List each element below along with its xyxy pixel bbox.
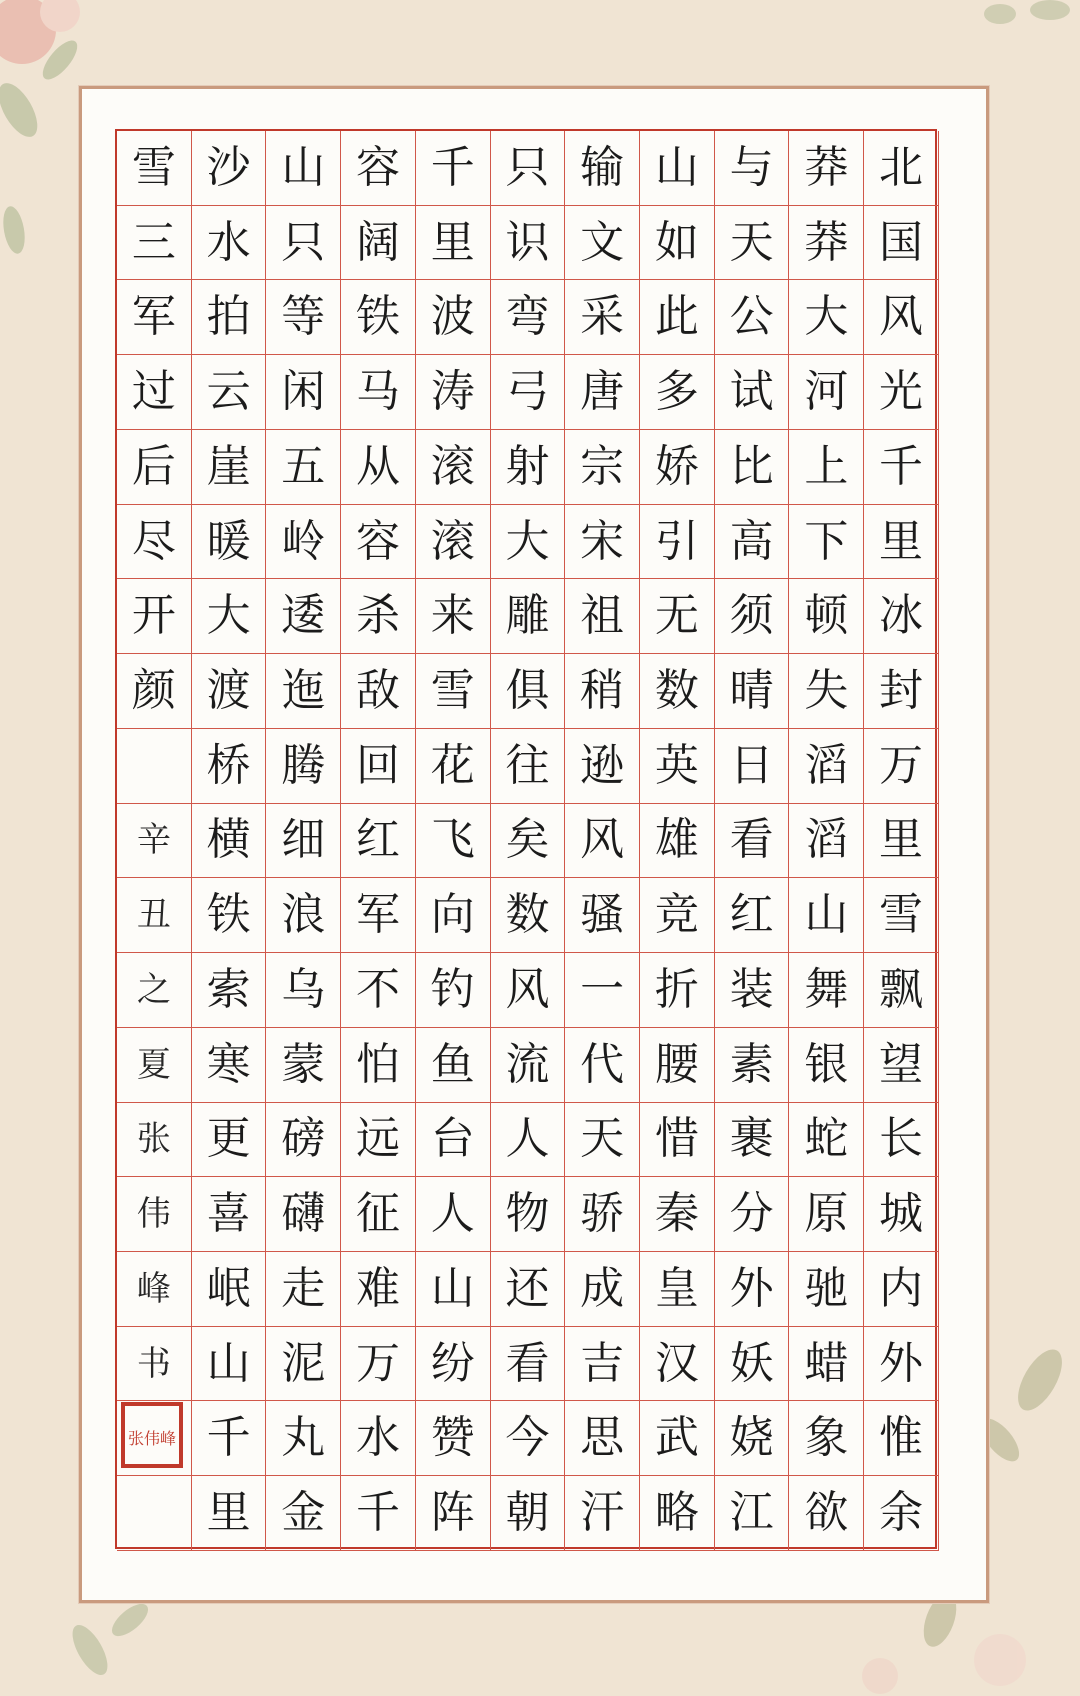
poem-character: 风	[491, 953, 566, 1028]
poem-character: 折	[640, 953, 715, 1028]
poem-character: 杀	[341, 579, 416, 654]
poem-character: 人	[416, 1177, 491, 1252]
poem-character: 雪	[864, 878, 939, 953]
poem-character: 莽	[789, 131, 864, 206]
poem-character: 弓	[491, 355, 566, 430]
poem-character: 万	[341, 1327, 416, 1402]
poem-character: 竞	[640, 878, 715, 953]
poem-character: 公	[715, 280, 790, 355]
poem-character: 莽	[789, 206, 864, 281]
poem-character: 晴	[715, 654, 790, 729]
poem-character: 山	[640, 131, 715, 206]
poem-character: 长	[864, 1103, 939, 1178]
poem-character: 雪	[416, 654, 491, 729]
poem-character: 矣	[491, 804, 566, 879]
poem-character: 蒙	[266, 1028, 341, 1103]
poem-character: 往	[491, 729, 566, 804]
poem-character: 滔	[789, 729, 864, 804]
poem-character: 素	[715, 1028, 790, 1103]
poem-character: 只	[266, 206, 341, 281]
poem-character: 岷	[192, 1252, 267, 1327]
poem-character: 驰	[789, 1252, 864, 1327]
poem-character: 滔	[789, 804, 864, 879]
poem-character: 北	[864, 131, 939, 206]
poem-character: 水	[341, 1401, 416, 1476]
poem-character: 后	[117, 430, 192, 505]
poem-character: 射	[491, 430, 566, 505]
poem-character: 宋	[565, 505, 640, 580]
poem-character: 惜	[640, 1103, 715, 1178]
poem-character: 喜	[192, 1177, 267, 1252]
poem-character: 征	[341, 1177, 416, 1252]
poem-character: 外	[864, 1327, 939, 1402]
poem-character: 无	[640, 579, 715, 654]
poem-character: 阵	[416, 1476, 491, 1551]
poem-character: 容	[341, 505, 416, 580]
poem-character: 怕	[341, 1028, 416, 1103]
poem-character: 铁	[341, 280, 416, 355]
poem-character: 千	[864, 430, 939, 505]
poem-character: 采	[565, 280, 640, 355]
poem-character: 银	[789, 1028, 864, 1103]
signature-character: 丑	[117, 878, 192, 953]
poem-character: 内	[864, 1252, 939, 1327]
poem-character: 难	[341, 1252, 416, 1327]
poem-character: 赞	[416, 1401, 491, 1476]
poem-character: 裹	[715, 1103, 790, 1178]
poem-character: 逊	[565, 729, 640, 804]
poem-character: 引	[640, 505, 715, 580]
poem-character: 云	[192, 355, 267, 430]
poem-character: 雪	[117, 131, 192, 206]
poem-character: 礴	[266, 1177, 341, 1252]
poem-character: 千	[341, 1476, 416, 1551]
poem-character: 汉	[640, 1327, 715, 1402]
poem-character: 一	[565, 953, 640, 1028]
poem-character: 山	[266, 131, 341, 206]
poem-character: 横	[192, 804, 267, 879]
poem-character: 只	[491, 131, 566, 206]
poem-character: 红	[715, 878, 790, 953]
poem-character: 山	[192, 1327, 267, 1402]
poem-character: 封	[864, 654, 939, 729]
poem-character: 城	[864, 1177, 939, 1252]
poem-character: 里	[864, 505, 939, 580]
poem-character: 过	[117, 355, 192, 430]
poem-character: 千	[192, 1401, 267, 1476]
poem-character: 台	[416, 1103, 491, 1178]
poem-character: 雄	[640, 804, 715, 879]
poem-character: 里	[864, 804, 939, 879]
poem-character: 索	[192, 953, 267, 1028]
poem-character: 马	[341, 355, 416, 430]
poem-character: 迤	[266, 654, 341, 729]
poem-character: 数	[640, 654, 715, 729]
poem-character: 武	[640, 1401, 715, 1476]
poem-character: 思	[565, 1401, 640, 1476]
poem-character: 弯	[491, 280, 566, 355]
poem-character: 此	[640, 280, 715, 355]
signature-character: 峰	[117, 1252, 192, 1327]
signature-character: 之	[117, 953, 192, 1028]
poem-character: 腾	[266, 729, 341, 804]
poem-character: 蛇	[789, 1103, 864, 1178]
poem-character: 大	[789, 280, 864, 355]
poem-character: 秦	[640, 1177, 715, 1252]
poem-character: 祖	[565, 579, 640, 654]
poem-character: 吉	[565, 1327, 640, 1402]
poem-character: 渡	[192, 654, 267, 729]
poem-character: 雕	[491, 579, 566, 654]
poem-character: 暖	[192, 505, 267, 580]
poem-character: 分	[715, 1177, 790, 1252]
poem-character: 蜡	[789, 1327, 864, 1402]
poem-character: 纷	[416, 1327, 491, 1402]
poem-character: 看	[491, 1327, 566, 1402]
poem-character: 娇	[640, 430, 715, 505]
poem-character: 等	[266, 280, 341, 355]
poem-character: 来	[416, 579, 491, 654]
poem-character: 大	[491, 505, 566, 580]
signature-character: 伟	[117, 1177, 192, 1252]
poem-character: 远	[341, 1103, 416, 1178]
poem-character: 山	[416, 1252, 491, 1327]
poem-character: 泥	[266, 1327, 341, 1402]
poem-character: 稍	[565, 654, 640, 729]
poem-character: 军	[341, 878, 416, 953]
poem-character: 里	[416, 206, 491, 281]
poem-character: 还	[491, 1252, 566, 1327]
poem-character: 略	[640, 1476, 715, 1551]
poem-character: 天	[565, 1103, 640, 1178]
poem-character: 丸	[266, 1401, 341, 1476]
poem-character: 光	[864, 355, 939, 430]
signature-character: 书	[117, 1327, 192, 1402]
poem-character: 娆	[715, 1401, 790, 1476]
poem-character: 妖	[715, 1327, 790, 1402]
poem-character: 桥	[192, 729, 267, 804]
poem-character: 汗	[565, 1476, 640, 1551]
poem-character: 山	[789, 878, 864, 953]
poem-character: 千	[416, 131, 491, 206]
poem-character: 逶	[266, 579, 341, 654]
poem-character: 外	[715, 1252, 790, 1327]
poem-character: 沙	[192, 131, 267, 206]
poem-character: 滚	[416, 430, 491, 505]
poem-character: 日	[715, 729, 790, 804]
poem-character: 钓	[416, 953, 491, 1028]
empty-cell	[117, 1476, 192, 1551]
poem-character: 舞	[789, 953, 864, 1028]
poem-character: 输	[565, 131, 640, 206]
signature-character: 张	[117, 1103, 192, 1178]
poem-character: 俱	[491, 654, 566, 729]
poem-character: 上	[789, 430, 864, 505]
poem-character: 国	[864, 206, 939, 281]
poem-character: 乌	[266, 953, 341, 1028]
poem-character: 骚	[565, 878, 640, 953]
poem-character: 天	[715, 206, 790, 281]
poem-character: 人	[491, 1103, 566, 1178]
poem-character: 崖	[192, 430, 267, 505]
poem-character: 拍	[192, 280, 267, 355]
poem-character: 如	[640, 206, 715, 281]
poem-character: 走	[266, 1252, 341, 1327]
poem-character: 回	[341, 729, 416, 804]
poem-character: 鱼	[416, 1028, 491, 1103]
poem-character: 多	[640, 355, 715, 430]
poem-character: 看	[715, 804, 790, 879]
poem-character: 浪	[266, 878, 341, 953]
poem-character: 细	[266, 804, 341, 879]
poem-character: 寒	[192, 1028, 267, 1103]
seal-text: 张伟峰	[127, 1429, 177, 1448]
poem-character: 下	[789, 505, 864, 580]
poem-character: 开	[117, 579, 192, 654]
poem-character: 欲	[789, 1476, 864, 1551]
poem-character: 不	[341, 953, 416, 1028]
poem-character: 宗	[565, 430, 640, 505]
poem-character: 水	[192, 206, 267, 281]
poem-character: 飞	[416, 804, 491, 879]
poem-character: 容	[341, 131, 416, 206]
poem-character: 颜	[117, 654, 192, 729]
poem-character: 滚	[416, 505, 491, 580]
poem-character: 磅	[266, 1103, 341, 1178]
poem-character: 识	[491, 206, 566, 281]
poem-character: 朝	[491, 1476, 566, 1551]
poem-character: 更	[192, 1103, 267, 1178]
poem-character: 唐	[565, 355, 640, 430]
poem-character: 英	[640, 729, 715, 804]
poem-character: 大	[192, 579, 267, 654]
poem-character: 代	[565, 1028, 640, 1103]
signature-character: 辛	[117, 804, 192, 879]
poem-character: 岭	[266, 505, 341, 580]
poem-character: 飘	[864, 953, 939, 1028]
poem-character: 文	[565, 206, 640, 281]
red-seal-stamp	[121, 1402, 183, 1468]
poem-character: 军	[117, 280, 192, 355]
poem-character: 失	[789, 654, 864, 729]
poem-character: 金	[266, 1476, 341, 1551]
poem-character: 象	[789, 1401, 864, 1476]
poem-character: 皇	[640, 1252, 715, 1327]
poem-character: 与	[715, 131, 790, 206]
poem-character: 风	[864, 280, 939, 355]
poem-character: 红	[341, 804, 416, 879]
poem-character: 五	[266, 430, 341, 505]
poem-character: 涛	[416, 355, 491, 430]
poem-character: 物	[491, 1177, 566, 1252]
poem-character: 河	[789, 355, 864, 430]
poem-character: 腰	[640, 1028, 715, 1103]
poem-character: 今	[491, 1401, 566, 1476]
poem-character: 比	[715, 430, 790, 505]
character-grid	[115, 129, 937, 1549]
poem-character: 骄	[565, 1177, 640, 1252]
poem-character: 装	[715, 953, 790, 1028]
poem-character: 敌	[341, 654, 416, 729]
poem-character: 成	[565, 1252, 640, 1327]
poem-character: 余	[864, 1476, 939, 1551]
poem-character: 从	[341, 430, 416, 505]
poem-character: 三	[117, 206, 192, 281]
poem-character: 冰	[864, 579, 939, 654]
poem-character: 向	[416, 878, 491, 953]
poem-character: 高	[715, 505, 790, 580]
poem-character: 江	[715, 1476, 790, 1551]
poem-character: 须	[715, 579, 790, 654]
poem-character: 万	[864, 729, 939, 804]
poem-character: 流	[491, 1028, 566, 1103]
poem-character: 里	[192, 1476, 267, 1551]
empty-cell	[117, 729, 192, 804]
poem-character: 惟	[864, 1401, 939, 1476]
poem-character: 波	[416, 280, 491, 355]
poem-character: 闲	[266, 355, 341, 430]
poem-character: 风	[565, 804, 640, 879]
poem-character: 花	[416, 729, 491, 804]
poem-character: 铁	[192, 878, 267, 953]
poem-character: 顿	[789, 579, 864, 654]
poem-character: 原	[789, 1177, 864, 1252]
poem-character: 望	[864, 1028, 939, 1103]
signature-character: 夏	[117, 1028, 192, 1103]
poem-character: 数	[491, 878, 566, 953]
poem-character: 尽	[117, 505, 192, 580]
poem-character: 试	[715, 355, 790, 430]
poem-character: 阔	[341, 206, 416, 281]
